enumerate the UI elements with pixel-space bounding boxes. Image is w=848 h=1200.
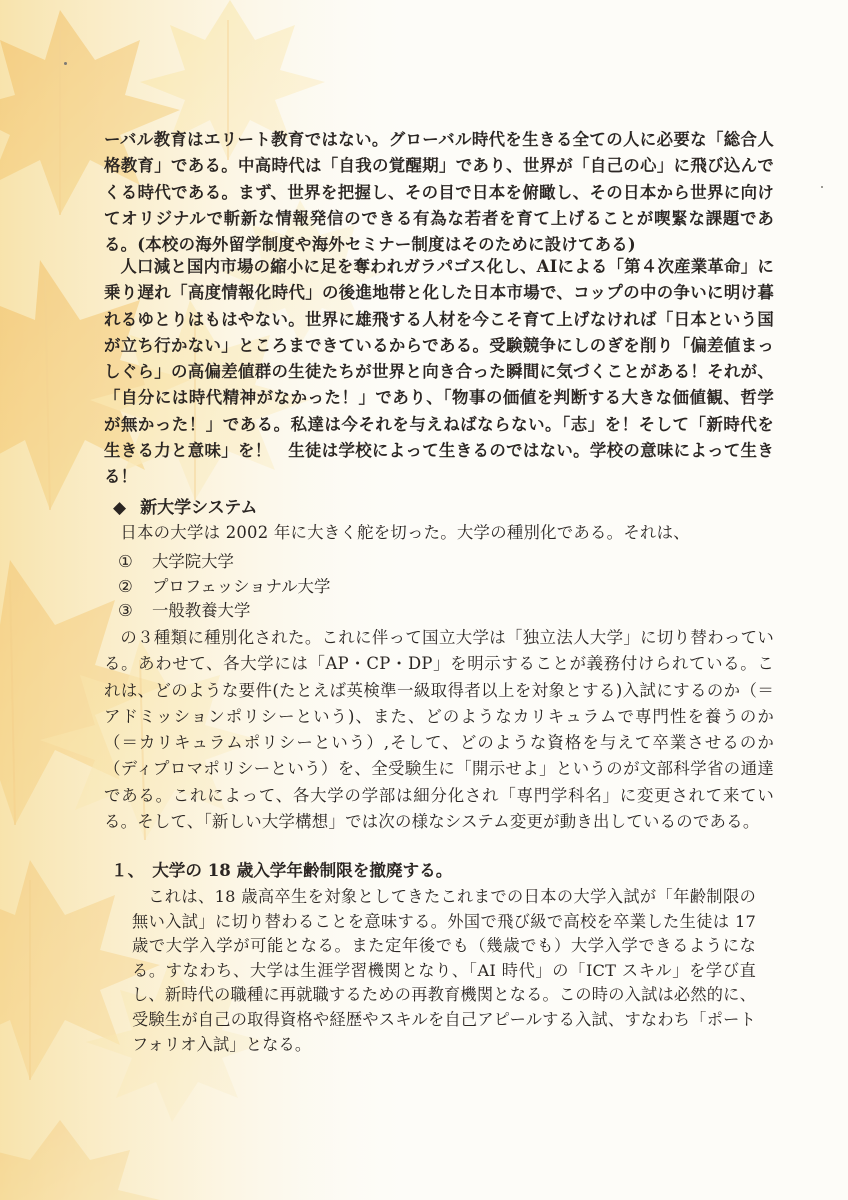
section-heading-new-university <box>113 493 257 518</box>
section-1-body: これは、18 歳高卒生を対象としてきたこれまでの日本の大学入試が「年齢制限の無い入試」に切り替わることを意味する。外国で飛び級で高校を卒業した生徒は 17 歳で大学入学が可能となる。また定年後でも（幾歳でも）大学入学できるようになる。すなわち、大学は生涯学習機関となり、「AI 時代」の「ICT スキル」を学び直し、新時代の職種に再就職するための再教育機関となる。この時の入試は必然的に、受験生が自己の取得資格や経歴やスキルを自己アピールする入試、すなわち「ポートフォリオ入試」となる。 <box>132 887 756 1054</box>
section-number: １、 <box>111 860 145 880</box>
paragraph-global-education: ーバル教育はエリート教育ではない。グローバル時代を生きる全ての人に必要な「総合人格教育」である。中高時代は「自我の覚醒期」であり、世界が「自己の心」に飛び込んでくる時代である。まず、世界を把握し、その目で日本を俯瞰し、その日本から世界に向けてオリジナルで斬新な情報発信のできる有為な若者を育て上げることが喫緊な課題である。(本校の海外留学制度や海外セミナー制度はそのために設けてある) <box>104 130 774 255</box>
section-intro: 日本の大学は 2002 年に大きく舵を切った。大学の種別化である。それは、 <box>120 523 690 542</box>
scan-speck <box>64 62 67 65</box>
diamond-bullet-icon: ◆ <box>113 498 127 518</box>
scan-speck <box>821 186 823 188</box>
university-type-list <box>118 550 330 624</box>
paragraph-university-policies: の３種類に種別化された。これに伴って国立大学は「独立法人大学」に切り替わっている。あわせて、各大学には「AP・CP・DP」を明示することが義務付けられている。これは、どのような要件(たとえば英検準一級取得者以上を対象とする)入試にするのか（＝アドミッションポリシーという)、また、どのようなカリキュラムで専門性を養うのか（＝カリキュラムポリシーという）,そして、どのような資格を与えて卒業させるのか（ディプロマポリシーという）を、全受験生に「開示せよ」というのが文部科学省の通達である。これによって、各大学の学部は細分化され「専門学科名」に変更されて来ている。そして、「新しい大学構想」では次の様なシステム変更が動き出しているのである。 <box>104 628 774 832</box>
paragraph-talent-development: 人口減と国内市場の縮小に足を奪われガラパゴス化し、AIによる「第４次産業革命」に乗り遅れ「高度情報化時代」の後進地帯と化した日本市場で、コップの中の争いに明け暮れるゆとりはもはやない。世界に雄飛する人材を今こそ育て上げなければ「日本という国が立ち行かない」ところまできているからである。受験競争にしのぎを削り「偏差値まっしぐら」の高偏差値群の生徒たちが世界と向き合った瞬間に気づくことがある！それが、「自分には時代精神がなかった！」であり、「物事の価値を判断する大きな価値観、哲学が無かった！」である。私達は今それを与えねばならない。「志」を！そして「新時代を生きる力と意味」を！ 生徒は学校によって生きるのではない。学校の意味によって生きる！ <box>104 257 774 487</box>
section-1-title-text: 大学の 18 歳入学年齢制限を撤廃する。 <box>152 860 453 880</box>
section-heading-text: 新大学システム <box>140 498 258 518</box>
list-item: ① 大学院大学 <box>118 552 234 571</box>
list-item: ② プロフェッショナル大学 <box>118 576 331 596</box>
list-item: ③ 一般教養大学 <box>118 601 251 620</box>
section-1-title <box>111 857 452 881</box>
